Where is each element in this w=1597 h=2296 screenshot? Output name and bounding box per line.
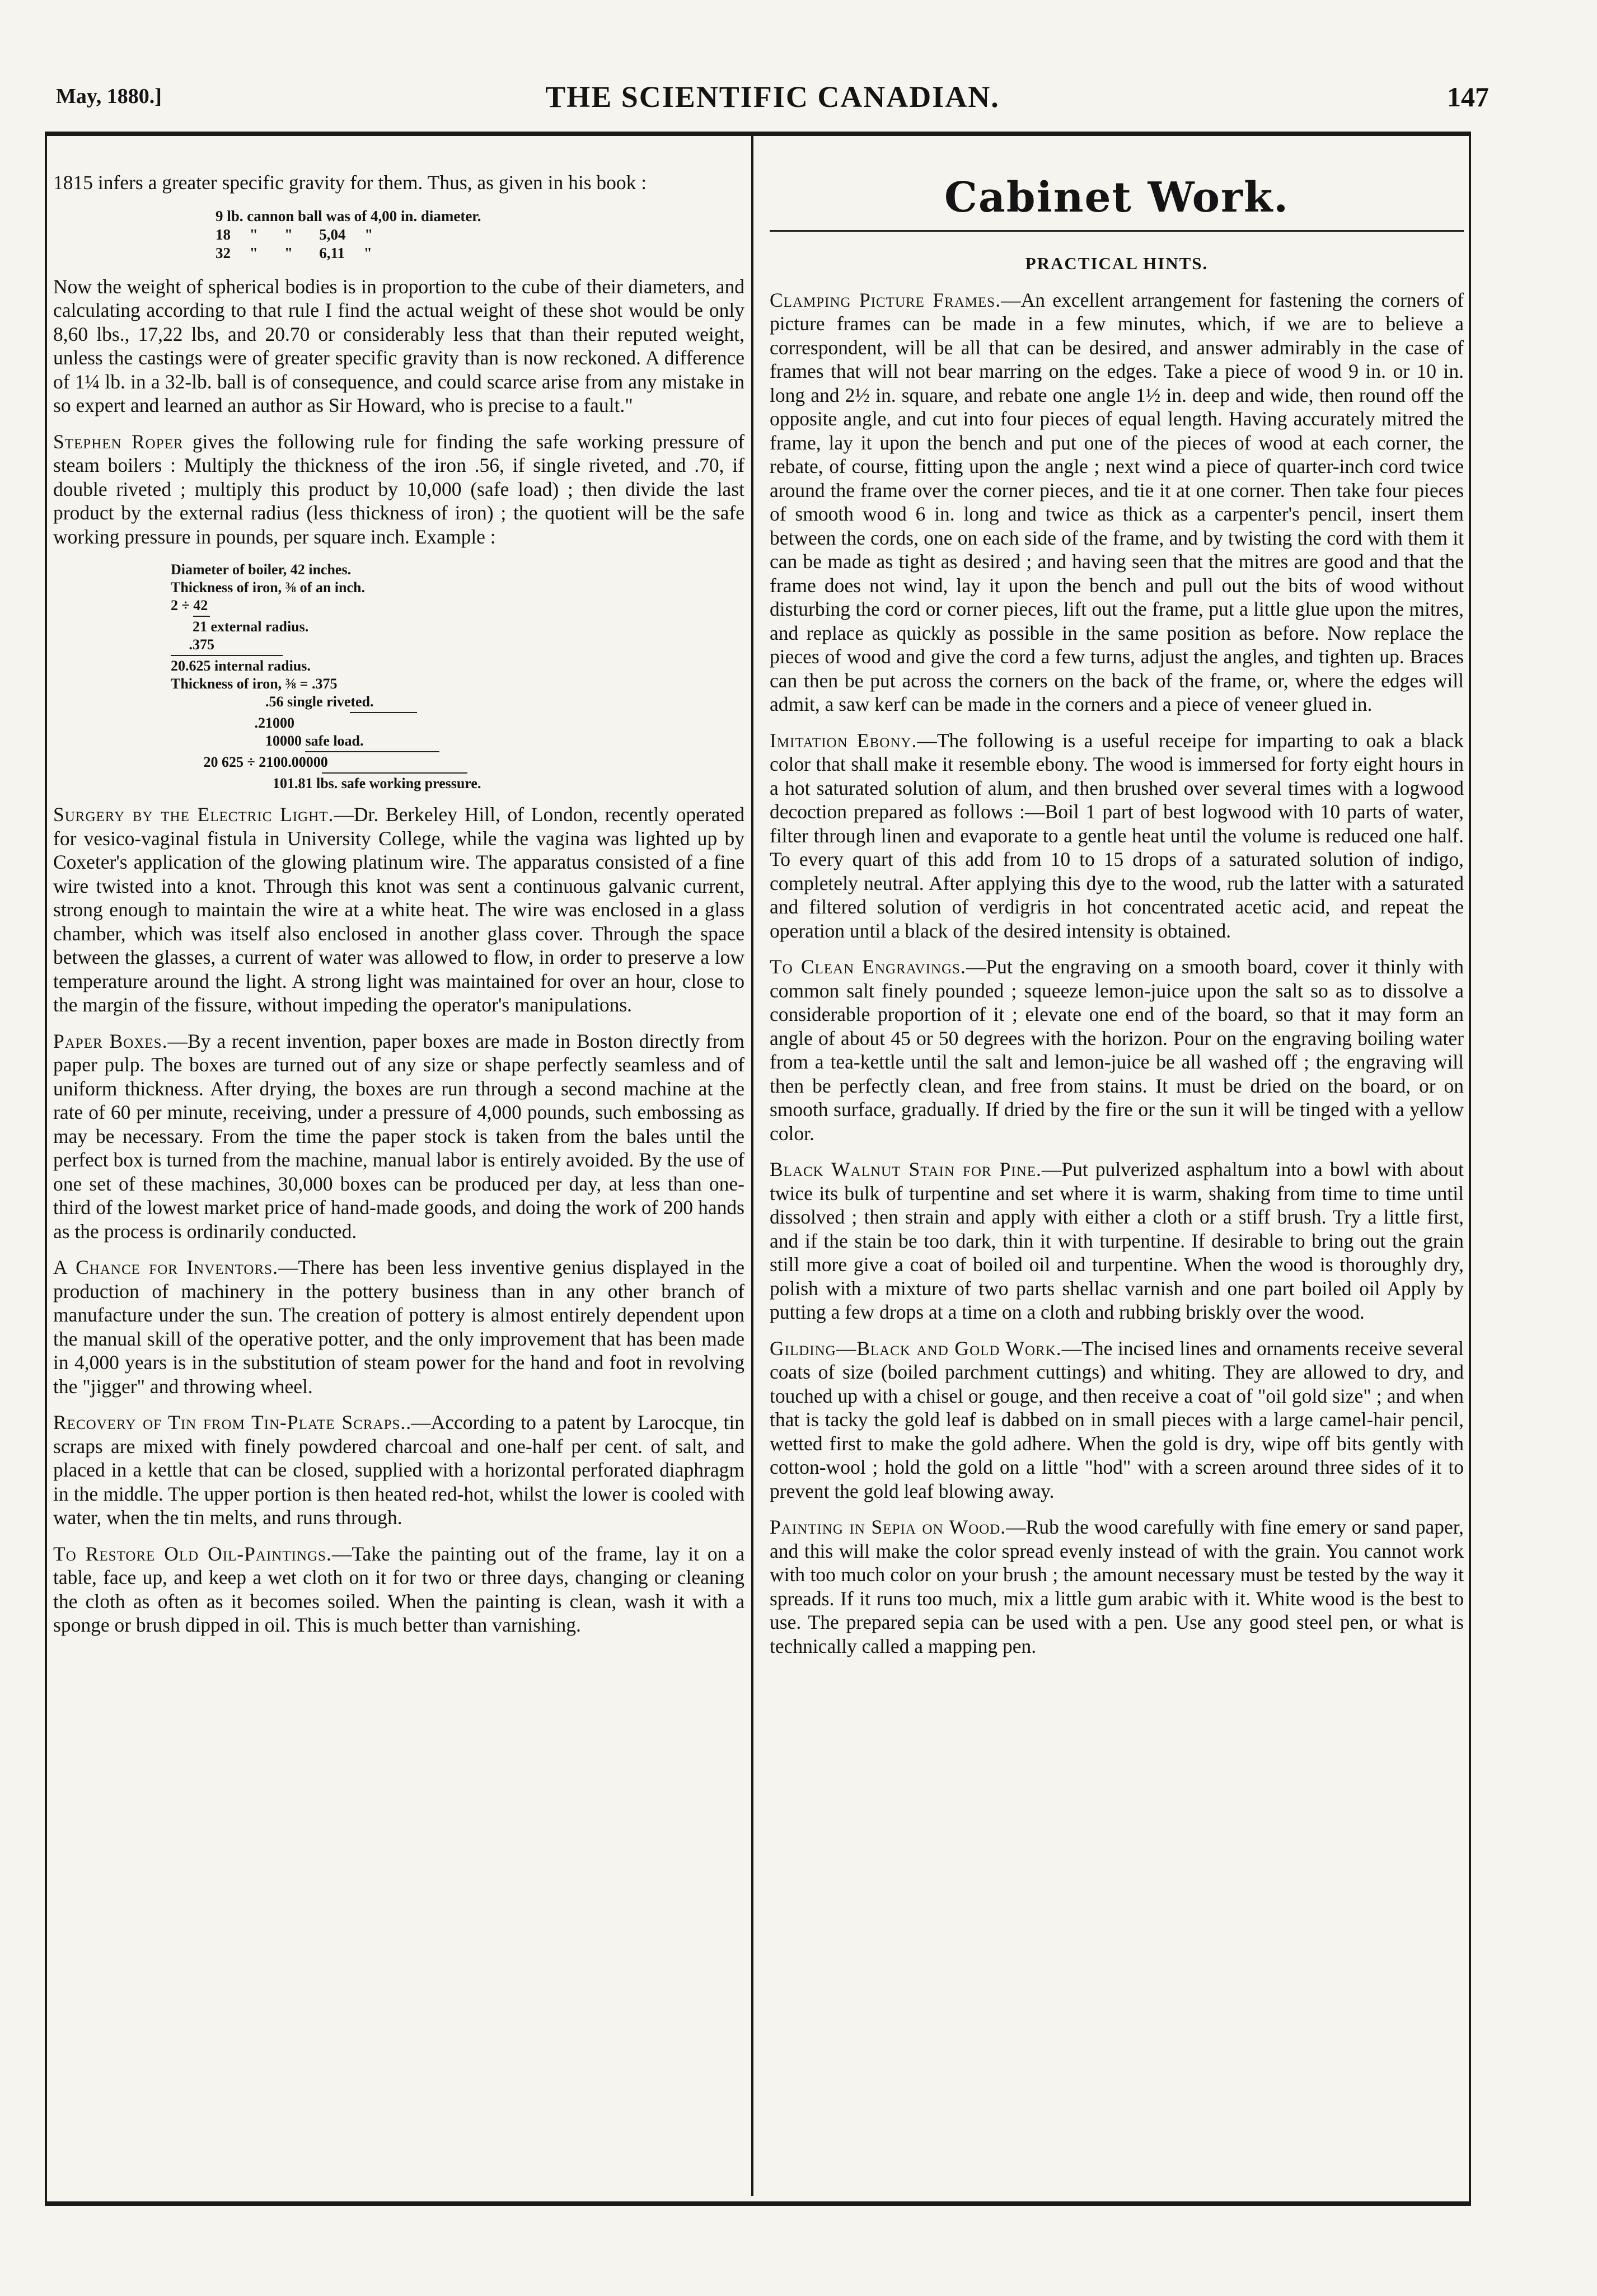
calc-line: Thickness of iron, ⅜ = .375 xyxy=(171,676,338,692)
article-lead: To Clean Engravings. xyxy=(770,955,966,978)
left-column xyxy=(53,171,744,1650)
calc-rule xyxy=(193,616,210,617)
article-inventors xyxy=(53,1255,744,1398)
shot-table-row: 9 lb. cannon ball was of 4,00 in. diameter. xyxy=(216,207,481,224)
article-clean-engravings xyxy=(770,955,1464,1145)
article-body: —Put pulverized asphaltum into a bowl with about twice its bulk of turpentine and set where it is warm, shaking from time to time until dissolved ; then strain and apply with either a cloth or a stiff brush. Try a little first, and if the stain be too dark, thin it with turpentine. If desirable to bring out the grain still more give a coat of boiled oil and turpentine. When the wood is thoroughly dry, polish with a mixture of two parts shellac varnish and one part boiled oil Apply by putting a few drops at a time on a cloth and rubbing briskly over the wood. xyxy=(770,1158,1464,1323)
calc-line: 20.625 internal radius. xyxy=(171,658,311,674)
article-imitation-ebony xyxy=(770,729,1464,943)
article-lead: Paper Boxes. xyxy=(53,1029,168,1052)
paragraph-continued: 1815 infers a greater specific gravity for them. Thus, as given in his book : xyxy=(53,171,647,194)
calc-line: Diameter of boiler, 42 inches. xyxy=(171,561,352,578)
column-divider xyxy=(751,136,753,2196)
article-body: —Rub the wood carefully with fine emery or sand paper, and this will make the color spread evenly instead of with the grain. You cannot work with too much color on your brush ; the amount necessary must be tested by the way it spreads. If it runs too much, mix a little gum arabic with it. White wood is the best to use. The prepared sepia can be used with a pen. Use any good steel pen, or what is technically called a mapping pen. xyxy=(770,1516,1464,1657)
article-tin-recovery xyxy=(53,1411,744,1530)
article-picture-frames xyxy=(770,288,1464,716)
paragraph-spherical-weight: Now the weight of spherical bodies is in proportion to the cube of their diameters, and calculating according to that rule I find the actual weight of these shot would be only 8,60 lbs., 17,22 lbs, and 20.70 or considerably less that than their reputed weight, unless the castings were of greater specific gravity than is now reckoned. A difference of 1¼ lb. in a 32-lb. ball is of consequence, and could scarce arise from any mistake in so expert and learned an author as Sir Howard, who is precise to a fault." xyxy=(53,275,744,416)
article-lead: Recovery of Tin from Tin-Plate Scraps. xyxy=(53,1411,406,1433)
article-lead: Clamping Picture Frames. xyxy=(770,288,1001,311)
shot-table-row: 32 " " 6,11 " xyxy=(216,244,372,261)
calc-line: 2 ÷ 42 xyxy=(171,597,208,613)
calc-line: 20 625 ÷ 2100.00000 xyxy=(171,754,328,770)
calc-line: 21 external radius. xyxy=(171,618,309,635)
calc-line: .56 single riveted. xyxy=(171,694,374,710)
article-lead: Painting in Sepia on Wood. xyxy=(770,1516,1006,1538)
article-body: —Put the engraving on a smooth board, cover it thinly with common salt finely pounded ; squeeze lemon-juice upon the salt so as to dissolve a considerable proportion of it ; elevate one end of the board, so that it may form an angle of about 45 or 50 degrees with the horizon. Pour on the engraving boiling water from a tea-kettle until the salt and lemon-juice be all washed off ; the engraving will then be perfectly clean, and free from stains. It must be dried on the board, or on smooth surface, gradually. If dried by the fire or the sun it will be tinged with a yellow color. xyxy=(770,955,1464,1145)
section-subheading: PRACTICAL HINTS. xyxy=(1025,254,1209,273)
article-body: —The following is a useful receipe for imparting to oak a black color that shall make it resemble ebony. The wood is immersed for forty eight hours in a hot saturated solution of alum, and then brushed over several times with a logwood decoction prepared as follows :—Boil 1 part of best logwood with 10 parts of water, filter through linen and evaporate to a gentle heat until the volume is reduced one half. To every quart of this add from 10 to 15 drops of a saturated solution of indigo, completely neutral. After applying this dye to the wood, rub the latter with a saturated and filtered solution of verdigris in hot concentrated acetic acid, and repeat the operation until a black of the desired intensity is obtained. xyxy=(770,729,1464,942)
article-oil-paintings xyxy=(53,1542,744,1637)
calc-line: 101.81 lbs. safe working pressure. xyxy=(171,775,481,791)
shot-table xyxy=(53,207,744,263)
article-body: gives the following rule for finding the safe working pressure of steam boilers : Multiply the thickness of the iron .56, if single riveted, and .70, if double riveted ; multiply this product by 10,000 (safe load) ; then divide the last product by the external radius (less thickness of iron) ; the quotient will be the safe working pressure in pounds, per square inch. Example : xyxy=(53,430,745,548)
calc-line: 10000 safe load. xyxy=(171,733,364,749)
article-lead: To Restore Old Oil-Paintings. xyxy=(53,1542,332,1565)
calc-rule xyxy=(171,655,283,656)
calc-rule xyxy=(322,772,467,774)
calc-line: .21000 xyxy=(171,715,294,731)
page-number: 147 xyxy=(1447,81,1489,113)
article-boiler-pressure xyxy=(53,430,744,549)
article-lead: Imitation Ebony. xyxy=(770,729,917,752)
boiler-calculation xyxy=(53,561,744,793)
section-title: Cabinet Work. xyxy=(944,174,1289,222)
article-electric-light xyxy=(53,803,744,1017)
page-header xyxy=(56,80,1489,123)
article-body: .—According to a patent by Larocque, tin scraps are mixed with finely powdered charcoal and one-half per cent. of salt, and placed in a kettle that can be closed, supplied with a horizontal perforated diaphragm in the middle. The upper portion is then heated red-hot, whilst the lower is cooled with water, when the tin melts, and runs through. xyxy=(53,1411,744,1529)
article-walnut-stain xyxy=(770,1158,1464,1324)
article-lead: Gilding—Black and Gold Work. xyxy=(770,1337,1062,1360)
calc-rule xyxy=(305,751,439,752)
calc-line: .375 xyxy=(171,636,214,653)
article-lead: Black Walnut Stain for Pine. xyxy=(770,1158,1042,1180)
calc-rule xyxy=(350,712,417,713)
article-paper-boxes xyxy=(53,1029,744,1244)
article-lead: Stephen Roper xyxy=(53,430,184,453)
issue-date: May, 1880.] xyxy=(56,85,162,108)
article-body: —Take the painting out of the frame, lay it on a table, face up, and keep a wet cloth on it for two or three days, changing or cleaning the cloth as often as it becomes soiled. When the painting is clean, wash it with a sponge or brush dipped in oil. This is much better than varnishing. xyxy=(53,1542,744,1636)
article-lead: A Chance for Inventors. xyxy=(53,1256,278,1278)
publication-title: THE SCIENTIFIC CANADIAN. xyxy=(545,80,1000,114)
article-body: —By a recent invention, paper boxes are made in Boston directly from paper pulp. The boxes are turned out of any size or shape perfectly seamless and of uniform thickness. After drying, the boxes are run through a second machine at the rate of 60 per minute, receiving, under a pressure of 4,000 pounds, such embossing as may be necessary. From the time the paper stock is taken from the bales until the perfect box is turned from the machine, manual labor is entirely avoided. By the use of one set of these machines, 30,000 boxes can be produced per day, at less than one-third of the lowest market price of hand-made goods, and doing the work of 200 hands as the process is ordinarily conducted. xyxy=(53,1029,744,1243)
article-body: —Dr. Berkeley Hill, of London, recently operated for vesico-vaginal fistula in University College, while the vagina was lighted up by Coxeter's application of the glowing platinum wire. The apparatus consisted of a fine wire twisted into a knot. Through this knot was sent a continuous galvanic current, strong enough to maintain the wire at a white heat. The wire was enclosed in a glass chamber, which was itself also enclosed in another glass cover. Through the space between the glasses, a current of water was allowed to flow, in order to preserve a low temperature around the light. A strong light was maintained for over an hour, close to the margin of the fissure, without impeding the operator's manipulations. xyxy=(53,803,744,1016)
shot-table-row: 18 " " 5,04 " xyxy=(216,226,373,243)
section-rule xyxy=(770,230,1464,232)
article-body: —There has been less inventive genius displayed in the production of machinery in the pottery business than in any other branch of manufacture under the sun. The creation of pottery is almost entirely dependent upon the manual skill of the operative potter, and the only improvement that has been made in 4,000 years is in the substitution of steam power for the hand and foot in revolving the "jigger" and throwing wheel. xyxy=(53,1256,744,1398)
article-body: —An excellent arrangement for fastening the corners of picture frames can be made in a few minutes, which, if we are to believe a correspondent, will be all that can be desired, and answer admirably in the case of frames that will not bear marring on the edges. Take a piece of wood 9 in. or 10 in. long and 2½ in. square, and rebate one angle 1½ in. deep and wide, then round off the opposite angle, and cut into four pieces of equal length. Having accurately mitred the frame, lay it upon the bench and put one of the pieces of wood at each corner, the rebate, of course, fitting upon the angle ; next wind a piece of quarter-inch cord twice around the frame over the corner pieces, and tie it at one corner. Then take four pieces of smooth wood 6 in. long and twice as thick as a carpenter's pencil, insert them between the cords, one on each side of the frame, and by twisting the cord with them it can be made as tight as desired ; and having seen that the mitres are good and that the frame does not wind, lay it upon the bench and pull out the bits of wood without disturbing the cord or corner pieces, lift out the frame, put a little glue upon the mitres, and replace as quickly as possible in the same position as before. Now replace the pieces of wood and give the cord a few turns, adjust the angles, and tighten up. Braces can then be put across the corners on the back of the frame, or, where the edges will admit, a saw kerf can be made in the corners and a piece of veneer glued in. xyxy=(770,288,1464,715)
article-body: —The incised lines and ornaments receive several coats of size (boiled parchment cuttings) and whiting. They are allowed to dry, and touched up with a chisel or gouge, and then receive a coat of "oil gold size" ; and when that is tacky the gold leaf is dabbed on in small pieces with a large camel-hair pencil, wetted first to make the gold adhere. When the gold is dry, wipe off bits gently with cotton-wool ; hold the gold on a little "hod" with a screen around three sides of it to prevent the gold leaf blowing away. xyxy=(770,1337,1464,1502)
article-gilding xyxy=(770,1337,1464,1503)
right-column xyxy=(770,171,1464,1670)
article-sepia-painting xyxy=(770,1515,1464,1658)
calc-line: Thickness of iron, ⅜ of an inch. xyxy=(171,579,365,596)
article-lead: Surgery by the Electric Light. xyxy=(53,803,334,826)
